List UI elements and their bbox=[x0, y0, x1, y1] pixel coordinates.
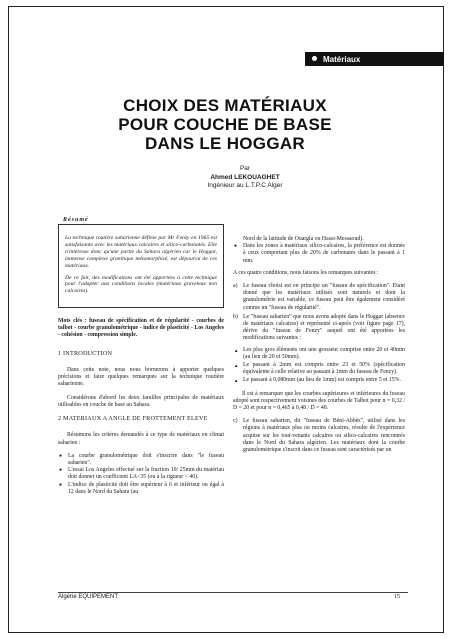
list-item: ● L'essai Los Angeles effectué sur la fraction 10/ 25mm du matériau doit donner un coefficient LA<35 (ou à la rigueur < 40). bbox=[58, 467, 224, 481]
criteria-list-continued bbox=[233, 243, 405, 265]
remarks-list-continued bbox=[233, 418, 405, 454]
abstract-heading: Résumé bbox=[60, 217, 92, 223]
section-heading-materiaux: 2 MATERIAUX A ANGLE DE FROTTEMENT ELEVE bbox=[58, 415, 208, 423]
paragraph-continuation: Nord de la latitude de Ouargla ou Hassi-Messaoud). bbox=[243, 236, 364, 242]
keywords-label: Mots clés : bbox=[58, 318, 87, 324]
abstract-paragraph: De ce fait, des modifications ont été apportées à cette technique pour l'adapter aux conditions locales (matériaux graveleux non calcaires). bbox=[65, 274, 217, 295]
footer-rule bbox=[58, 592, 408, 593]
byline-par: Par bbox=[239, 165, 251, 172]
list-item: a) Le fuseau choisi est en principe un "fuseau de spécification". Etant donné que les matériaux utilisés sont naturels et dont la granulométrie est variable, ce fuseau peut être également considéré comme un "fuseau de régularité". bbox=[233, 283, 405, 311]
list-item: ● L'indice de plasticité doit être supérieur à 6 et inférieur ou égal à 12 dans le Nord du Sahara (au bbox=[58, 482, 224, 496]
keywords-text: fuseau de spécification et de régularité - courbes de talbot - courbe granulométrique - indice de plasticité - Los Angeles - cohésion - compression simple. bbox=[58, 318, 224, 339]
list-item: ▲ Le passant à 0,080mm (au lieu de 1mm) est compris entre 5 et 15%. bbox=[233, 377, 405, 384]
paragraph: Considérons d'abord les deux familles principales de matériaux utilisables en couche de base au Sahara. bbox=[58, 394, 224, 408]
title-line: POUR COUCHE DE BASE bbox=[118, 115, 332, 134]
page-number: 15 bbox=[394, 594, 400, 600]
list-item: ● La courbe granulométrique doit s'inscrire dans "le fuseau saharien". bbox=[58, 453, 224, 467]
section-label-bar bbox=[305, 52, 444, 66]
author-affiliation: Ingénieur au L.T.P.C Alger bbox=[207, 182, 283, 189]
article-title bbox=[60, 96, 390, 153]
title-line: CHOIX DES MATÉRIAUX bbox=[123, 96, 327, 115]
abstract-box bbox=[58, 224, 224, 308]
byline bbox=[120, 165, 370, 191]
left-column bbox=[58, 318, 224, 501]
list-item: c) Le fuseau saharien, dit "fuseau de Béni-Abbès", utilisé dans les régions à matériaux plus ou moins calcaires, résulte de l'expérience acquise sur les tout-venants calcaires ou silico-calcaires rencontrés dans le Nord du Sahara algérien. Les matériaux dont la courbe granulométrique s'inscrit dans ce fuseau sont caractérisés par un bbox=[233, 418, 405, 454]
paragraph: Il est à remarquer que les courbes supérieures et inférieures du fuseau adopté sont respectivement voisines des courbes de Talbot pour n = 0,32 / D = 20 et pour n = 0,465 à 0,48 / D = 40. bbox=[233, 390, 405, 412]
list-item-text: Le fuseau choisi est en principe un "fuseau de spécification". Etant donné que les matériaux utilisés sont naturels et dont la granulométrie est variable, ce fuseau peut être également considéré comme un "fuseau de régularité". bbox=[243, 283, 405, 311]
bullet-dot-icon bbox=[312, 56, 317, 61]
modifications-list bbox=[233, 347, 405, 385]
section-label: Matériaux bbox=[323, 54, 361, 64]
list-item: ● Dans les zones à matériaux silico-calcaires, la préférence est donnée à ceux comportant plus de 20% de carbonates dans le passant à 1 mm. bbox=[233, 243, 405, 265]
footer-publication: Algérie EQUIPEMENT bbox=[58, 594, 119, 600]
list-item: b) Le "fuseau saharien" que nous avons adopté dans le Hoggar (absence de matériaux calcaires) et représenté ci-après (voir figure page 17), dérive du "fuseau de Fenzy" auquel ont été apportées les modifications suivantes : bbox=[233, 313, 405, 342]
paragraph: A ces quatre conditions, nous faisons les remarques suivantes : bbox=[233, 269, 379, 276]
right-column bbox=[233, 236, 405, 458]
list-item-text: Le fuseau saharien, dit "fuseau de Béni-Abbès", utilisé dans les régions à matériaux plus ou moins calcaires, résulte de l'expérience acquise sur les tout-venants calcaires ou silico-calcaires rencontrés dans le Nord du Sahara algérien. Les matériaux dont la courbe granulométrique s'inscrit dans ce fuseau sont caractérisés par un bbox=[243, 418, 405, 454]
list-item-text: Le "fuseau saharien" que nous avons adopté dans le Hoggar (absence de matériaux calcaires) et représenté ci-après (voir figure page 17), dérive du "fuseau de Fenzy" auquel ont été apportées les modifications suivantes : bbox=[243, 313, 405, 342]
author-name: Ahmed LEKOUAGHET bbox=[210, 173, 280, 181]
criteria-list bbox=[58, 453, 224, 496]
section-heading-introduction: 1 INTRODUCTION bbox=[58, 349, 113, 357]
abstract-paragraph: La technique routière saharienne définie par Mr Fenzy en 1965 est satisfaisante avec les matériaux calcaires et silico-carbonatés. Elle n'intéresse donc qu'une partie du Sahara algérien car le Hoggar, immense complexe granitique métamorphisé, est dépourvu de ces matériaux. bbox=[65, 235, 217, 269]
remarks-list bbox=[233, 283, 405, 343]
paragraph: Résumons les critères demandés à ce type de matériaux en climat saharien : bbox=[58, 432, 224, 446]
list-item: ▲ Le passant à 2mm est compris entre 23 et 50% (spécification équivalente à celle relative au passant à 1mm du fuseau de Fenzy). bbox=[233, 362, 405, 376]
list-item: ▲ Les plus gros éléments ont une grosseur comprise entre 20 et 40mm (au lieu de 20 et 50mm). bbox=[233, 347, 405, 361]
paragraph: Dans cette note, nous nous bornerons à apporter quelques précisions et faire quelques remarques sur la technique routière saharienne. bbox=[58, 367, 224, 388]
title-line: DANS LE HOGGAR bbox=[144, 134, 306, 153]
keywords bbox=[58, 318, 224, 340]
